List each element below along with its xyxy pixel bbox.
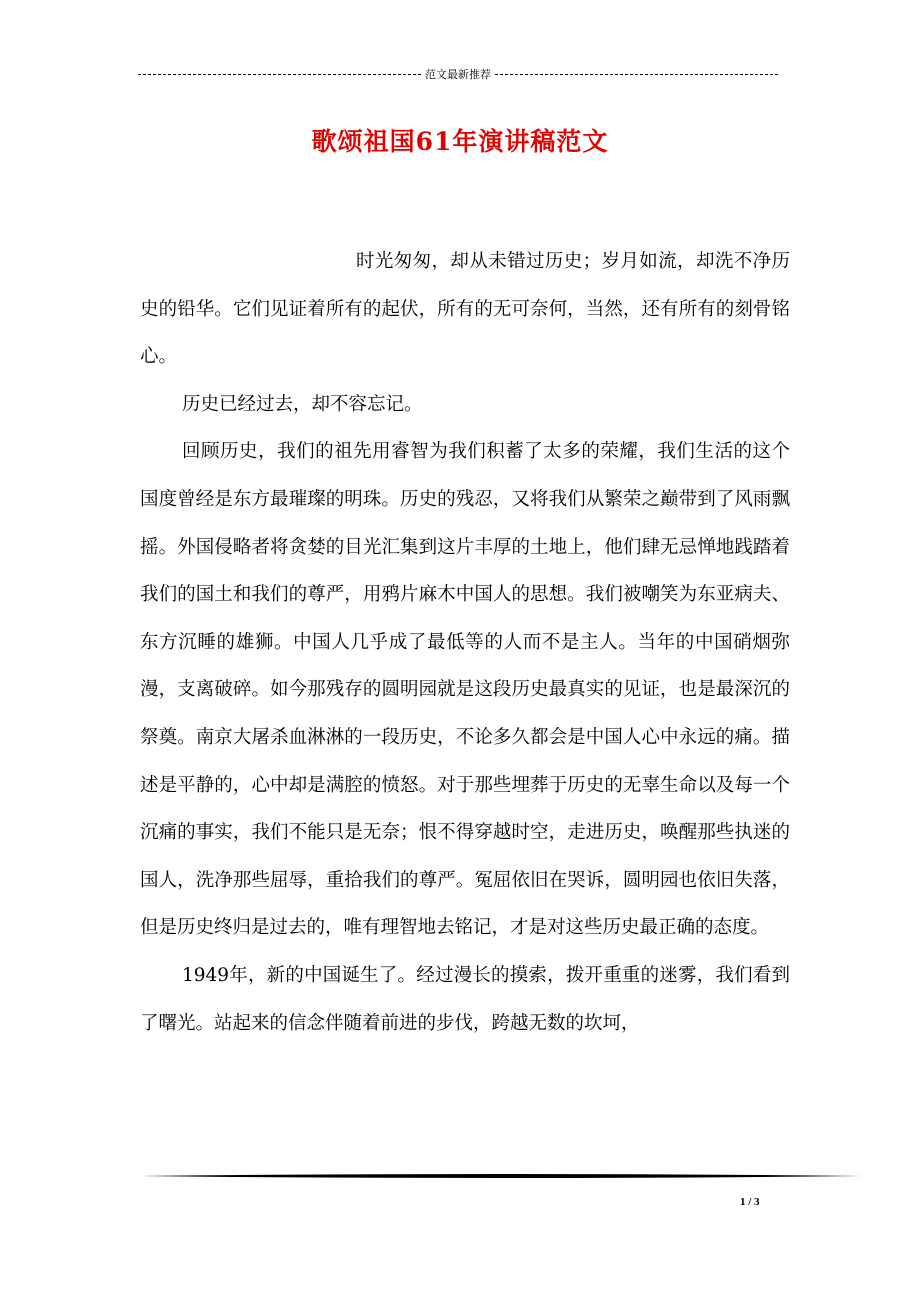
- paragraph-1: 时光匆匆，却从未错过历史；岁月如流，却洗不净历史的铅华。它们见证着所有的起伏，所有的无可奈何，当然，还有所有的刻骨铭心。: [140, 251, 790, 368]
- document-body: [140, 238, 790, 1047]
- header-dash-right: [495, 74, 778, 75]
- paragraph-3: 回顾历史，我们的祖先用睿智为我们积蓄了太多的荣耀，我们生活的这个国度曾经是东方最璀璨的明珠。历史的残忍，又将我们从繁荣之巅带到了风雨飘摇。外国侵略者将贪婪的目光汇集到这片丰厚的土地上，他们肆无忌惮地践踏着我们的国土和我们的尊严，用鸦片麻木中国人的思想。我们被嘲笑为东亚病夫、东方沉睡的雄狮。中国人几乎成了最低等的人而不是主人。当年的中国硝烟弥漫，支离破碎。如今那残存的圆明园就是这段历史最真实的见证，也是最深沉的祭奠。南京大屠杀血淋淋的一段历史，不论多久都会是中国人心中永远的痛。描述是平静的，心中却是满腔的愤怒。对于那些埋葬于历史的无辜生命以及每一个沉痛的事实，我们不能只是无奈；恨不得穿越时空，走进历史，唤醒那些执迷的国人，洗净那些屈辱，重拾我们的尊严。冤屈依旧在哭诉，圆明园也依旧失落，但是历史终归是过去的，唯有理智地去铭记，才是对这些历史最正确的态度。: [140, 441, 790, 939]
- paragraph-4: 1949年，新的中国诞生了。经过漫长的摸索，拨开重重的迷雾，我们看到了曙光。站起来的信念伴随着前进的步伐，跨越无数的坎坷，: [140, 964, 790, 1034]
- page-header: [138, 66, 778, 82]
- header-dash-left: [138, 74, 421, 75]
- document-title: 歌颂祖国61年演讲稿范文: [311, 127, 609, 156]
- page-number: 1 / 3: [740, 1196, 760, 1208]
- header-label: 范文最新推荐: [425, 68, 491, 81]
- footer-divider: [140, 1171, 862, 1181]
- paragraph-2: 历史已经过去，却不容忘记。: [182, 393, 423, 415]
